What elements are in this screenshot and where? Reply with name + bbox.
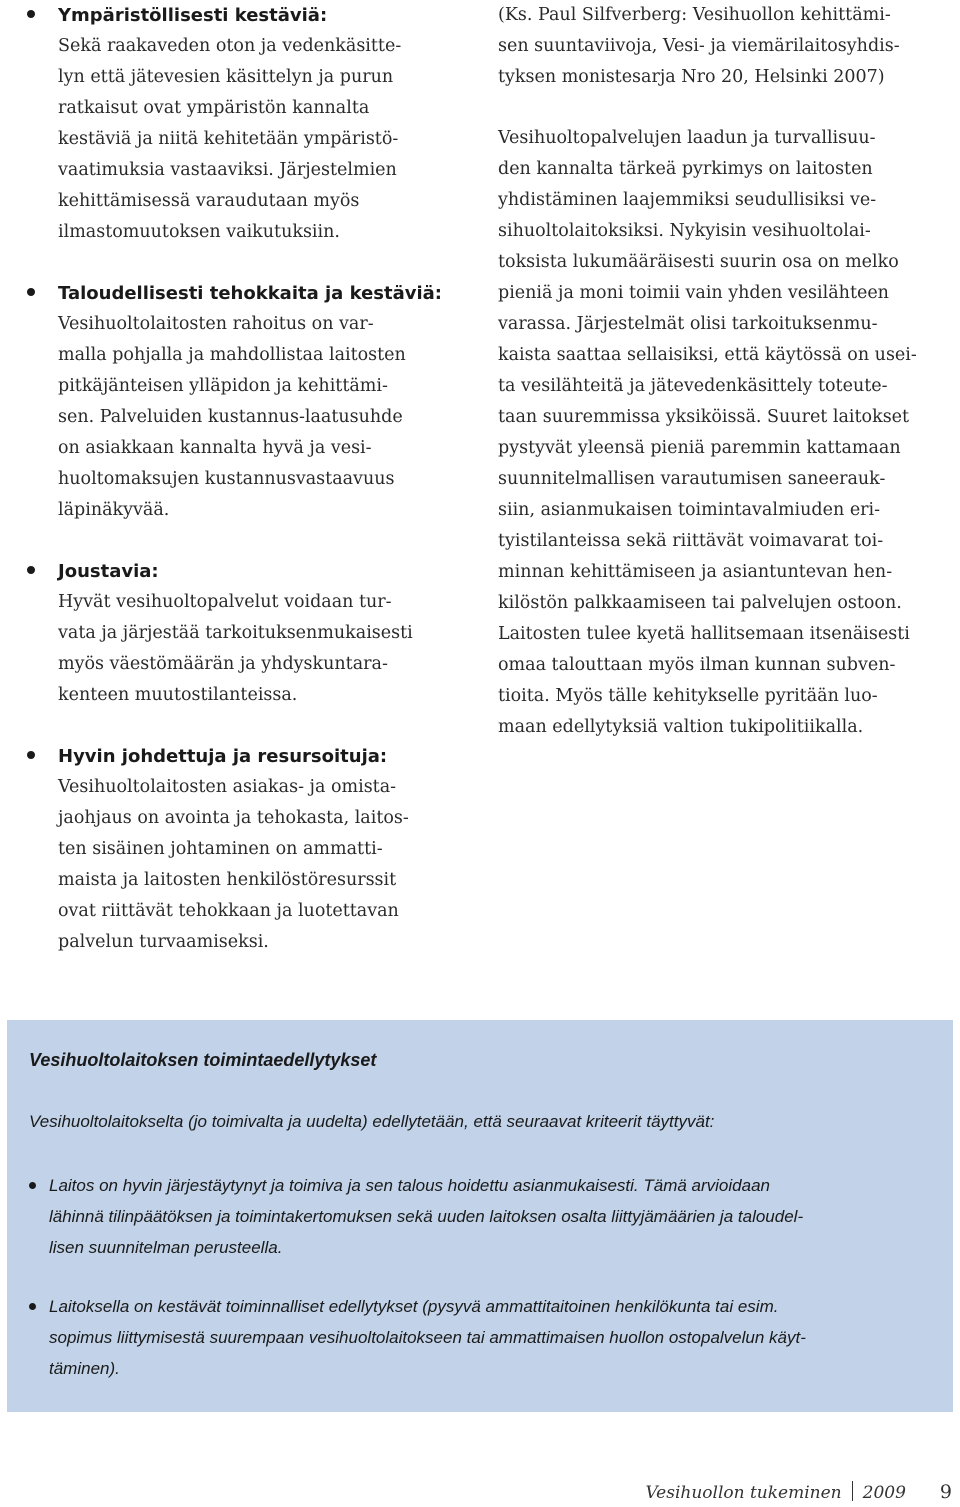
text-line: on asiakkaan kannalta hyvä ja vesi- — [58, 438, 372, 458]
text-line: Laitosten tulee kyetä hallitsemaan itsenäisesti — [498, 624, 910, 644]
text-line: Laitoksella on kestävät toiminnalliset edellytykset (pysyvä ammattitaitoinen henkilökunta tai esim. — [49, 1297, 779, 1316]
text-line: ten sisäinen johtaminen on ammatti- — [58, 839, 383, 859]
info-box-intro: Vesihuoltolaitokselta (jo toimivalta ja uudelta) edellytetään, että seuraavat kriteerit täyttyvät: — [29, 1112, 715, 1131]
text-line: Sekä raakaveden oton ja vedenkäsitte- — [58, 36, 402, 56]
bullet-item — [24, 741, 464, 958]
bullet-body — [58, 309, 464, 526]
text-line: palvelun turvaamiseksi. — [58, 932, 269, 952]
text-line: maista ja laitosten henkilöstöresurssit — [58, 870, 397, 890]
text-line: varassa. Järjestelmät olisi tarkoituksenmu- — [498, 314, 878, 334]
text-line: (Ks. Paul Silfverberg: Vesihuollon kehittämi- — [498, 5, 891, 25]
text-line: den kannalta tärkeä pyrkimys on laitosten — [498, 159, 873, 179]
text-line: myös väestömäärän ja yhdyskuntara- — [58, 654, 388, 674]
text-line: kehittämisessä varaudutaan myös — [58, 191, 360, 211]
text-line: Vesihuoltopalvelujen laadun ja turvallisuu- — [498, 128, 876, 148]
text-line: pieniä ja moni toimii vain yhden vesilähteen — [498, 283, 889, 303]
text-line: Laitos on hyvin järjestäytynyt ja toimiva ja sen talous hoidettu asianmukaisesti. Tämä arvioidaan — [49, 1176, 770, 1195]
info-box — [7, 1020, 953, 1412]
text-line: Vesihuoltolaitosten rahoitus on var- — [58, 314, 374, 334]
bullet-item — [24, 556, 464, 711]
text-line: minnan kehittämiseen ja asiantuntevan hen- — [498, 562, 893, 582]
text-line: sen suuntaviivoja, Vesi- ja viemärilaitosyhdis- — [498, 36, 900, 56]
text-line: pystyvät yleensä pieniä paremmin kattamaan — [498, 438, 901, 458]
bullet-dot-icon — [27, 288, 35, 296]
text-line: kestäviä ja niitä kehitetään ympäristö- — [58, 129, 399, 149]
text-line: taan suuremmissa yksiköissä. Suuret laitokset — [498, 407, 910, 427]
text-line: vaatimuksia vastaaviksi. Järjestelmien — [58, 160, 397, 180]
text-line: kaista saattaa sellaisiksi, että käytössä on usei- — [498, 345, 917, 365]
text-line: ovat riittävät tehokkaan ja luotettavan — [58, 901, 399, 921]
bullet-item — [24, 278, 464, 526]
page-number: 9 — [939, 1481, 952, 1503]
text-line: tioita. Myös tälle kehitykselle pyritään luo- — [498, 686, 878, 706]
text-line: sopimus liittymisestä suurempaan vesihuoltolaitokseen tai ammattimaisen huollon ostopalvelun käyt- — [49, 1328, 806, 1347]
text-line: ratkaisut ovat ympäristön kannalta — [58, 98, 370, 118]
bullet-dot-icon — [27, 10, 35, 18]
bullet-item — [24, 0, 464, 248]
bullet-body — [58, 31, 464, 248]
list-item — [29, 1291, 929, 1384]
page-footer — [645, 1480, 952, 1505]
text-line: siin, asianmukaisen toimintavalmiuden eri- — [498, 500, 881, 520]
text-line: täminen). — [49, 1359, 120, 1378]
text-line: jaohjaus on avointa ja tehokasta, laitos- — [58, 808, 409, 828]
bullet-dot-icon — [27, 751, 35, 759]
text-line: suunnitelmallisen varautumisen saneerauk- — [498, 469, 886, 489]
text-line: sihuoltolaitoksiksi. Nykyisin vesihuoltolai- — [498, 221, 871, 241]
text-line: yhdistäminen laajemmiksi seudullisiksi ve- — [498, 190, 877, 210]
right-column — [498, 0, 938, 773]
text-line: ilmastomuutoksen vaikutuksiin. — [58, 222, 340, 242]
text-line: kenteen muutostilanteissa. — [58, 685, 298, 705]
bullet-dot-icon — [27, 566, 35, 574]
text-line: sen. Palveluiden kustannus-laatusuhde — [58, 407, 403, 427]
text-line: tyksen monistesarja Nro 20, Helsinki 2007) — [498, 67, 885, 87]
text-line: maan edellytyksiä valtion tukipolitiikalla. — [498, 717, 864, 737]
reference-paragraph — [498, 0, 938, 93]
text-line: vata ja järjestää tarkoituksenmukaisesti — [58, 623, 413, 643]
bullet-dot-icon — [29, 1182, 36, 1189]
text-line: malla pohjalla ja mahdollistaa laitosten — [58, 345, 406, 365]
bullet-body — [58, 772, 464, 958]
text-line: huoltomaksujen kustannusvastaavuus — [58, 469, 395, 489]
text-line: tyistilanteissa sekä riittävät voimavarat toi- — [498, 531, 884, 551]
left-column — [24, 0, 464, 988]
text-line: ta vesilähteitä ja jätevedenkäsittely toteute- — [498, 376, 888, 396]
text-line: kilöstön palkkaamiseen tai palvelujen ostoon. — [498, 593, 902, 613]
bullet-body — [58, 587, 464, 711]
text-line: omaa talouttaan myös ilman kunnan subven- — [498, 655, 896, 675]
bullet-heading: Joustavia: — [58, 561, 159, 582]
info-box-title: Vesihuoltolaitoksen toimintaedellytykset — [29, 1050, 377, 1070]
list-item — [29, 1170, 929, 1263]
publication-title: Vesihuollon tukeminen — [645, 1483, 842, 1503]
bullet-dot-icon — [29, 1303, 36, 1310]
text-line: Vesihuoltolaitosten asiakas- ja omista- — [58, 777, 397, 797]
text-line: läpinäkyvää. — [58, 500, 170, 520]
bullet-heading: Hyvin johdettuja ja resursoituja: — [58, 746, 388, 767]
bullet-heading: Ympäristöllisesti kestäviä: — [58, 5, 328, 26]
publication-year: 2009 — [862, 1483, 906, 1503]
body-paragraph — [498, 123, 938, 743]
info-box-list — [29, 1170, 929, 1412]
bullet-heading: Taloudellisesti tehokkaita ja kestäviä: — [58, 283, 442, 304]
footer-divider — [852, 1481, 853, 1501]
text-line: lyn että jätevesien käsittelyn ja purun — [58, 67, 394, 87]
text-line: lisen suunnitelman perusteella. — [49, 1238, 283, 1257]
text-line: Hyvät vesihuoltopalvelut voidaan tur- — [58, 592, 392, 612]
text-line: lähinnä tilinpäätöksen ja toimintakertomuksen sekä uuden laitoksen osalta liittyjämäärien ja taloudel- — [49, 1207, 804, 1226]
text-line: pitkäjänteisen ylläpidon ja kehittämi- — [58, 376, 388, 396]
text-line: toksista lukumääräisesti suurin osa on melko — [498, 252, 899, 272]
